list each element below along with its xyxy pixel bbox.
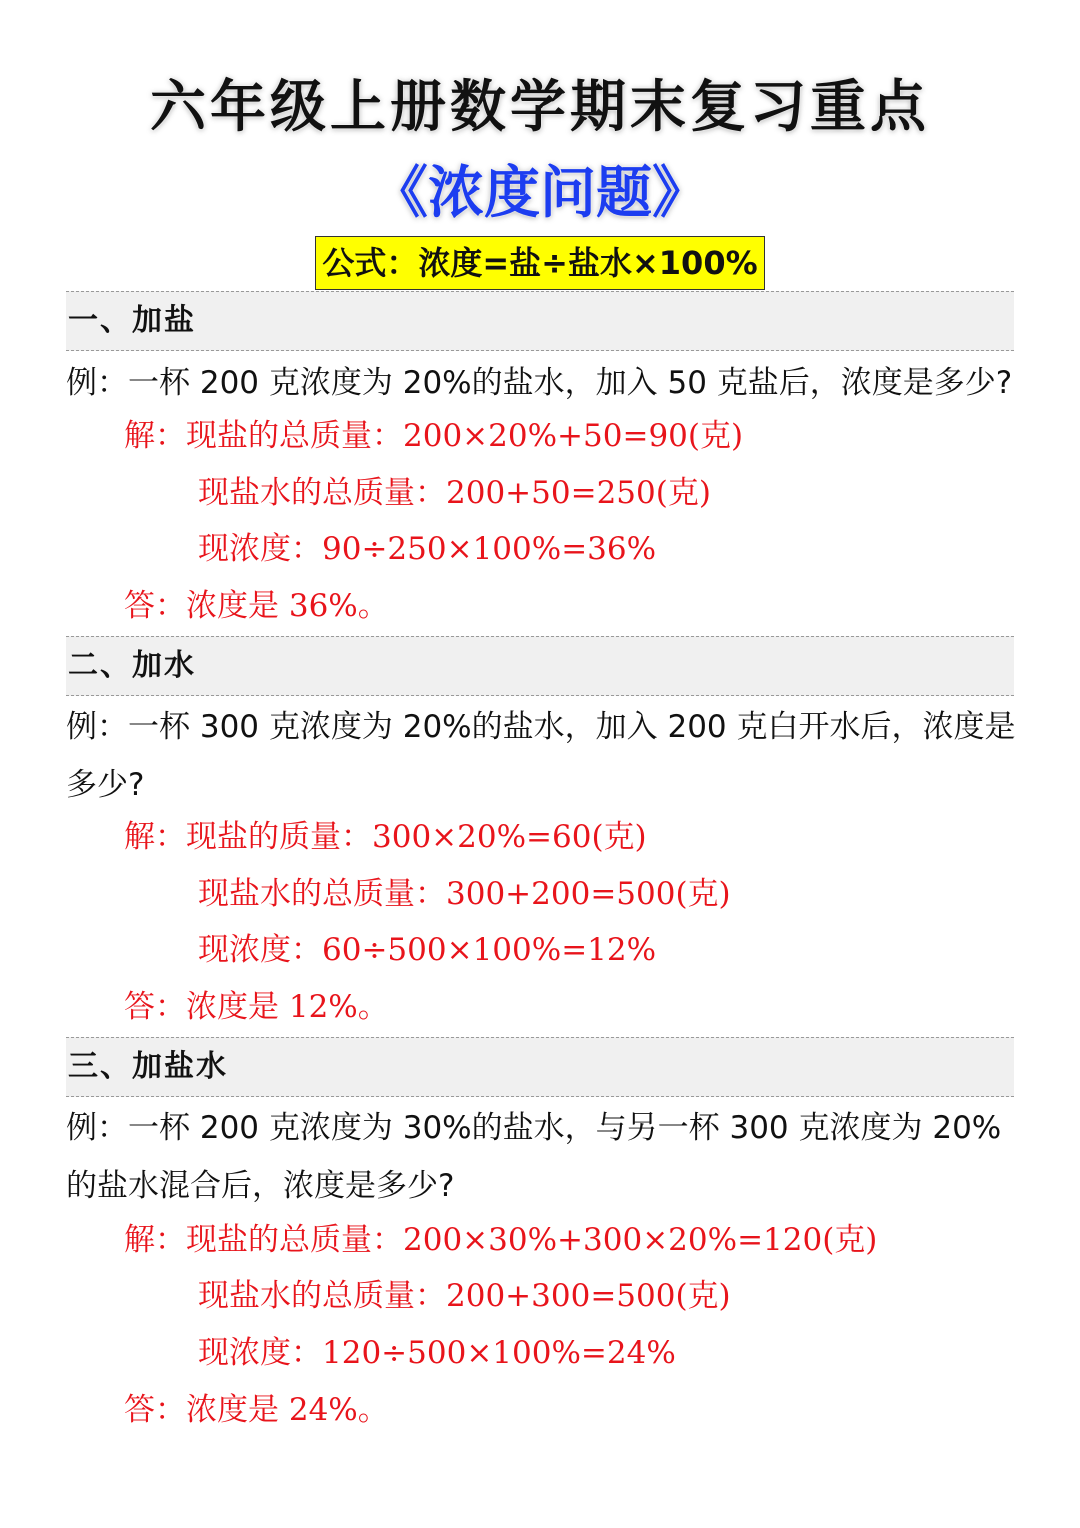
solution-line: 现浓度：120÷500×100%=24% [198,1335,676,1371]
answer-line: 答：浓度是 36%。 [124,588,389,624]
solution-line: 解：现盐的总质量：200×30%+300×20%=120(克) [124,1222,878,1258]
page-subtitle: 《浓度问题》 [372,161,708,226]
solution-line: 解：现盐的总质量：200×20%+50=90(克) [124,418,744,454]
formula-container [0,236,1080,290]
answer-line: 答：浓度是 12%。 [124,989,389,1025]
solution-line: 现盐水的总质量：300+200=500(克) [198,876,731,912]
section-example: 例：一杯 200 克浓度为 20%的盐水，加入 50 克盐后，浓度是多少? [66,365,1013,401]
page-title: 六年级上册数学期末复习重点 [150,75,930,140]
solution-line: 解：现盐的质量：300×20%=60(克) [124,819,647,855]
section-example: 例：一杯 300 克浓度为 20%的盐水，加入 200 克白开水后，浓度是多少? [66,709,1016,803]
section-heading-add-brine: 三、加盐水 [66,1037,1014,1097]
section-example: 例：一杯 200 克浓度为 30%的盐水，与另一杯 300 克浓度为 20%的盐水混合后，浓度是多少? [66,1110,1002,1204]
section-heading-add-water: 二、加水 [66,636,1014,696]
solution-line: 现浓度：60÷500×100%=12% [198,932,657,968]
solution-line: 现盐水的总质量：200+300=500(克) [198,1278,731,1314]
solution-line: 现浓度：90÷250×100%=36% [198,531,657,567]
solution-line: 现盐水的总质量：200+50=250(克) [198,475,711,511]
answer-line: 答：浓度是 24%。 [124,1392,389,1428]
formula-box: 公式：浓度=盐÷盐水×100% [315,236,764,290]
section-heading-add-salt: 一、加盐 [66,291,1014,351]
